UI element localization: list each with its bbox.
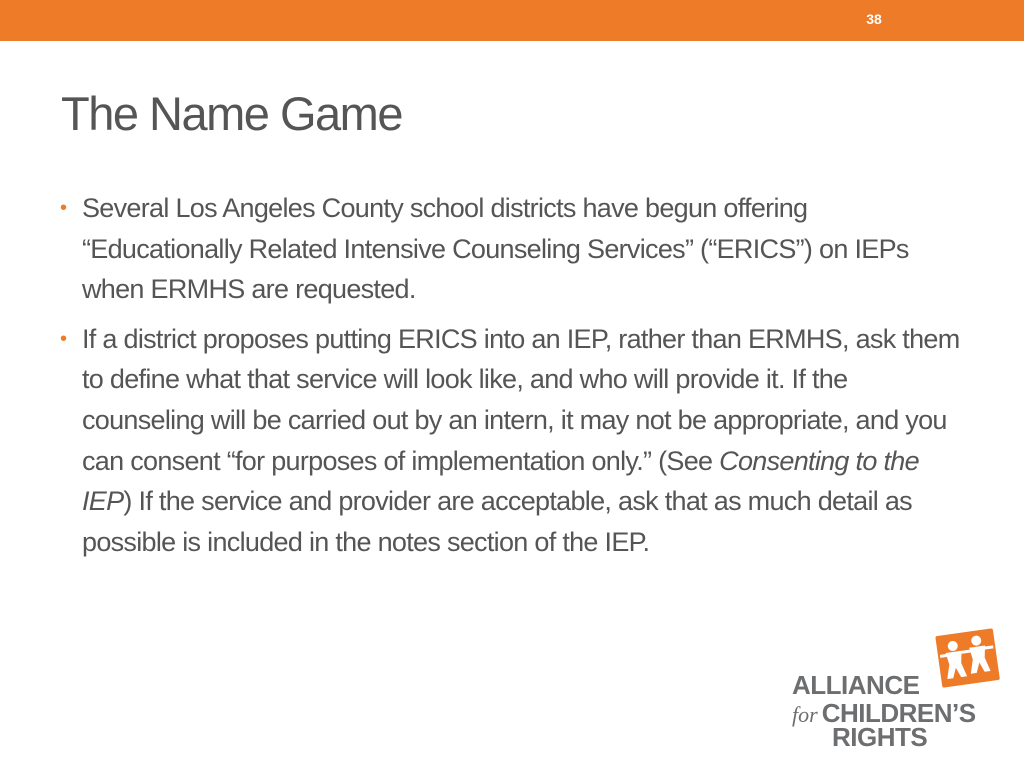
bullet-list bbox=[60, 188, 970, 571]
organization-logo bbox=[792, 628, 1012, 752]
bullet-marker: • bbox=[60, 327, 67, 350]
logo-text-rights: RIGHTS bbox=[832, 722, 928, 752]
slide-title: The Name Game bbox=[61, 87, 402, 140]
logo-text-childrens-word: CHILDREN’S bbox=[821, 698, 976, 728]
bullet-text-part: ) If the service and provider are acceptable, ask that as much detail as possible is included in the notes section of the IEP. bbox=[82, 486, 912, 557]
bullet-text-part: If a district proposes putting ERICS into an IEP, rather than ERMHS, ask them to define what that service will look like, and who will provide it. If the counseling will be carried out by an intern, it may not be appropriate, and you can consent “for purposes of implementation only.” (See bbox=[82, 323, 960, 476]
bullet-item bbox=[60, 319, 970, 563]
page-number: 38 bbox=[866, 11, 882, 27]
bullet-text bbox=[82, 324, 960, 557]
bullet-marker: • bbox=[60, 197, 67, 219]
bullet-text: Several Los Angeles County school districts have begun offering “Educationally Related Intensive Counseling Services” (“ERICS”) on IEPs when ERMHS are requested. bbox=[82, 193, 909, 305]
logo-text-for: for bbox=[792, 702, 818, 727]
children-figures-icon bbox=[935, 628, 1001, 694]
header-bar bbox=[0, 0, 1024, 41]
logo-text-alliance: ALLIANCE bbox=[792, 670, 920, 700]
bullet-item bbox=[60, 188, 970, 310]
reference-title: Consenting to the IEP bbox=[82, 445, 919, 517]
